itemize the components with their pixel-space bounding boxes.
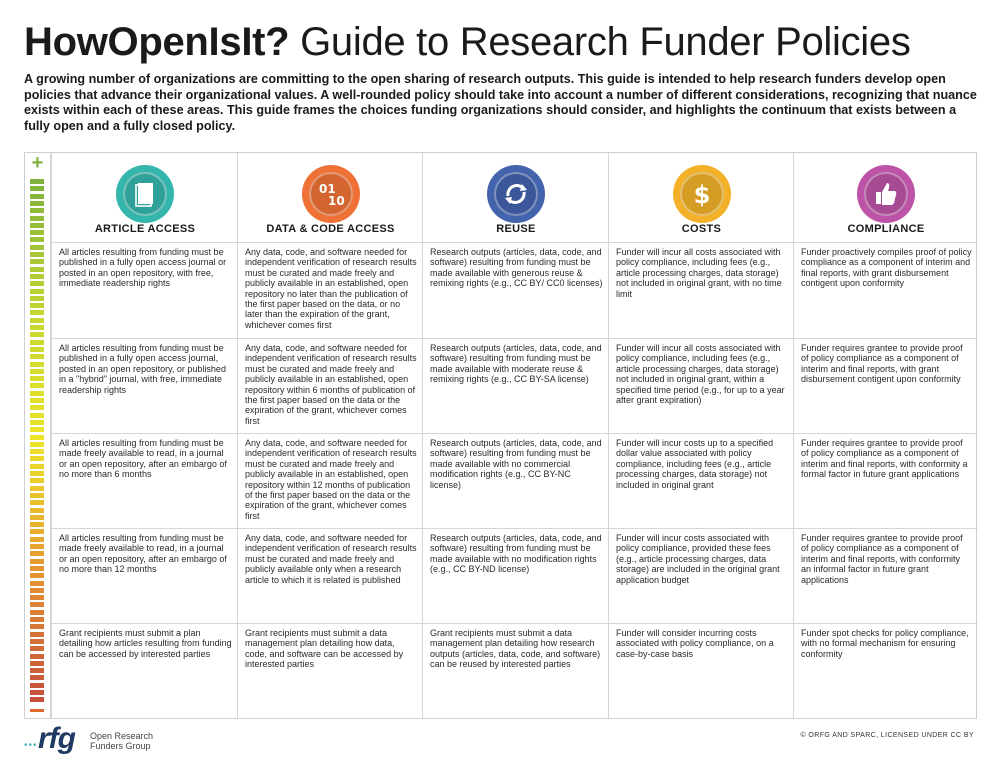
scale-segment [30,340,44,345]
column-data-code-access [237,153,423,718]
scale-segment [30,478,44,483]
logo-dots-icon: ••• [24,740,38,751]
scale-segment [30,588,44,593]
column-header [238,153,423,243]
scale-segment [30,303,44,308]
scale-segment [30,690,44,695]
document-icon [116,165,174,223]
scale-segment [30,559,44,564]
policy-cell: Funder will incur costs up to a specified dollar value associated with policy compliance, including fees (e.g., article processing charges, data storage) not included in original grant [609,434,794,529]
scale-segment [30,442,44,447]
policy-grid [24,152,977,719]
svg-text:10: 10 [327,194,345,208]
scale-segment [30,259,44,264]
scale-segment [30,493,44,498]
column-header [609,153,794,243]
scale-segment [30,186,44,191]
scale-segment [30,624,44,629]
scale-segment [30,675,44,680]
scale-segment [30,610,44,615]
scale-segment [30,661,44,666]
scale-segment [30,595,44,600]
scale-segment [30,325,44,330]
scale-segment [30,464,44,469]
scale-segment [30,668,44,673]
scale-segment [30,471,44,476]
scale-segment [30,522,44,527]
scale-segment [30,274,44,279]
policy-cell: Funder spot checks for policy compliance, with no formal mechanism for ensuring conformity [801,628,969,659]
scale-segment [30,500,44,505]
policy-cell: Funder requires grantee to provide proof of policy compliance as a component of interim and final reports, with conformity a formal factor in future grant applications [794,434,978,529]
policy-cell: Research outputs (articles, data, code, and software) resulting from funding must be made available with generous reuse & remixing rights (e.g., CC BY/ CC0 licenses) [423,243,609,339]
scale-segment [30,223,44,228]
column-header-label: REUSE [496,223,536,235]
scale-segment [30,289,44,294]
column-compliance [793,153,978,718]
scale-segment [30,617,44,622]
scale-segment [30,376,44,381]
svg-text:01: 01 [318,182,336,196]
policy-cell: All articles resulting from funding must be published in a fully open access journal, posted in an open repository, or published in a "hybrid" journal, with free, immediate readership rights [52,339,238,434]
policy-cell: Funder requires grantee to provide proof of policy compliance as a component of interim and final reports, with conformity an informal factor in future grant applications [794,529,978,624]
scale-segment [30,369,44,374]
scale-segment [30,310,44,315]
scale-segment [30,566,44,571]
page-title [24,18,911,66]
scale-segment [30,362,44,367]
scale-segment [30,354,44,359]
policy-cell: Research outputs (articles, data, code, and software) resulting from funding must be made available with moderate reuse & remixing rights (e.g., CC BY-SA license) [423,339,609,434]
org-line-1: Open Research [90,731,154,741]
recycle-icon [487,165,545,223]
scale-segment [30,252,44,257]
policy-cell: Grant recipients must submit a data management plan detailing how data, code, and software can be accessed by interested parties [245,628,404,670]
policy-cell: Research outputs (articles, data, code, and software) resulting from funding must be made available with no commercial modification rights (e.g., CC BY-NC license) [423,434,609,529]
logo-org-name [90,731,170,751]
column-article-access [51,153,238,718]
column-header [423,153,609,243]
scale-segment [30,602,44,607]
policy-cell: Funder proactively compiles proof of policy compliance as a component of interim and final reports, with grant disbursement contigent upon conformity [794,243,978,339]
scale-segment [30,405,44,410]
scale-segment [30,683,44,688]
policy-cell: Any data, code, and software needed for independent verification of research results must be curated and made freely and publicly available in an established, open repository within 6 months of publication of the first paper based on the data or the expiration of the grant, whichever comes first [238,339,423,434]
scale-segment [30,281,44,286]
dollar-icon [673,165,731,223]
column-header-label: ARTICLE ACCESS [94,223,196,235]
scale-segment [30,332,44,337]
scale-segment [30,267,44,272]
scale-segment [30,544,44,549]
scale-segment [30,697,44,702]
data-code-icon [302,165,360,223]
column-header-label: COSTS [681,223,722,235]
policy-cell: Grant recipients must submit a data management plan detailing how research outputs (articles, data, code, and software) can be reused by interested parties [430,628,601,670]
scale-segment [30,427,44,432]
policy-cell: Any data, code, and software needed for independent verification of research results must be curated and made freely and publicly available only when a research article to which it is related is published [238,529,423,624]
scale-segment [30,646,44,651]
scale-segment [30,413,44,418]
scale-segment [30,551,44,556]
scale-segment [30,573,44,578]
scale-segment [30,654,44,659]
scale-segment [30,398,44,403]
policy-cell: Any data, code, and software needed for independent verification of research results must be curated and made freely and publicly available in an established, open repository within 12 months of publication of the first paper based on the data or the expiration of the grant, whichever comes first [238,434,423,529]
column-header [52,153,238,243]
scale-segment [30,537,44,542]
policy-cell: All articles resulting from funding must be published in a fully open access journal or posted in an open repository, with free, immediate readership rights [52,243,238,339]
scale-segment [30,296,44,301]
scale-segment [30,508,44,513]
scale-segment [30,230,44,235]
policy-cell: Funder requires grantee to provide proof of policy compliance as a component of interim and final reports, with grant disbursement contigent upon conformity [794,339,978,434]
column-header-label: COMPLIANCE [847,223,925,235]
policy-cell: Grant recipients must submit a plan detailing how articles resulting from funding can be accessed by interested parties [59,628,232,659]
intro-paragraph: A growing number of organizations are committing to the open sharing of research outputs. This guide is intended to help research funders develop open policies that advance their organizational values. A well-rounded policy should take into account a number of different considerations, recognizing that nuance exists within each of these areas. This guide frames the choices funding organizations should consider, and highlights the continuum that exists between a fully open and a fully closed policy. [24,72,977,133]
title-brand: HowOpenIsIt? [24,20,290,64]
policy-cell: Funder will incur costs associated with policy compliance, provided these fees (e.g., article processing charges, data storage) are included in the original grant application budget [609,529,794,624]
scale-open-label: + [31,152,44,174]
scale-segment [30,581,44,586]
thumbs-up-icon [857,165,915,223]
scale-segment [30,179,44,184]
org-line-2: Funders Group [90,741,151,751]
column-reuse [422,153,609,718]
scale-segment [30,435,44,440]
scale-segment [30,639,44,644]
scale-segment [30,245,44,250]
scale-segment [30,449,44,454]
logo-wordmark: rfg [38,722,75,755]
column-header [794,153,978,243]
title-rest: Guide to Research Funder Policies [289,20,911,64]
license-notice: © ORFG AND SPARC, LICENSED UNDER CC BY [800,732,974,739]
scale-segment [30,194,44,199]
column-header-label: DATA & CODE ACCESS [266,223,395,235]
policy-cell: All articles resulting from funding must be made freely available to read, in a journal or an open repository, after an embargo of no more than 12 months [52,529,238,624]
column-costs [608,153,794,718]
scale-segment [30,486,44,491]
policy-cell: Funder will incur all costs associated with policy compliance, including fees (e.g., article processing charges, data storage) not included in original grant, with no time limit [609,243,794,339]
policy-cell: All articles resulting from funding must be made freely available to read, in a journal or an open repository, after an embargo of no more than 6 months [52,434,238,529]
scale-segment [30,632,44,637]
scale-segment [30,216,44,221]
policy-cell: Research outputs (articles, data, code, and software) resulting from funding must be made available with no modification rights (e.g., CC BY-ND license) [423,529,609,624]
scale-segment [30,237,44,242]
policy-cell: Any data, code, and software needed for independent verification of research results must be curated and made freely and publicly available in an established, open repository no later than the publication of the first paper based on the data, or no later than the expiration of the grant, whichever comes first [238,243,423,339]
openness-scale [25,153,51,718]
scale-segment [30,208,44,213]
scale-segment [30,347,44,352]
scale-closed-label [30,709,44,712]
scale-segment [30,420,44,425]
scale-segment [30,383,44,388]
policy-cell: Funder will incur all costs associated with policy compliance, including fees (e.g., article processing charges, data storage) not included in original grant, within a specified time period (e.g., for up to a year after grant expiration) [609,339,794,434]
policy-cell: Funder will consider incurring costs associated with policy compliance, on a case-by-case basis [616,628,774,659]
scale-segment [30,201,44,206]
svg-text:$: $ [693,181,710,209]
scale-segment [30,391,44,396]
scale-segment [30,318,44,323]
scale-segment [30,515,44,520]
scale-segment [30,456,44,461]
scale-segment [30,529,44,534]
